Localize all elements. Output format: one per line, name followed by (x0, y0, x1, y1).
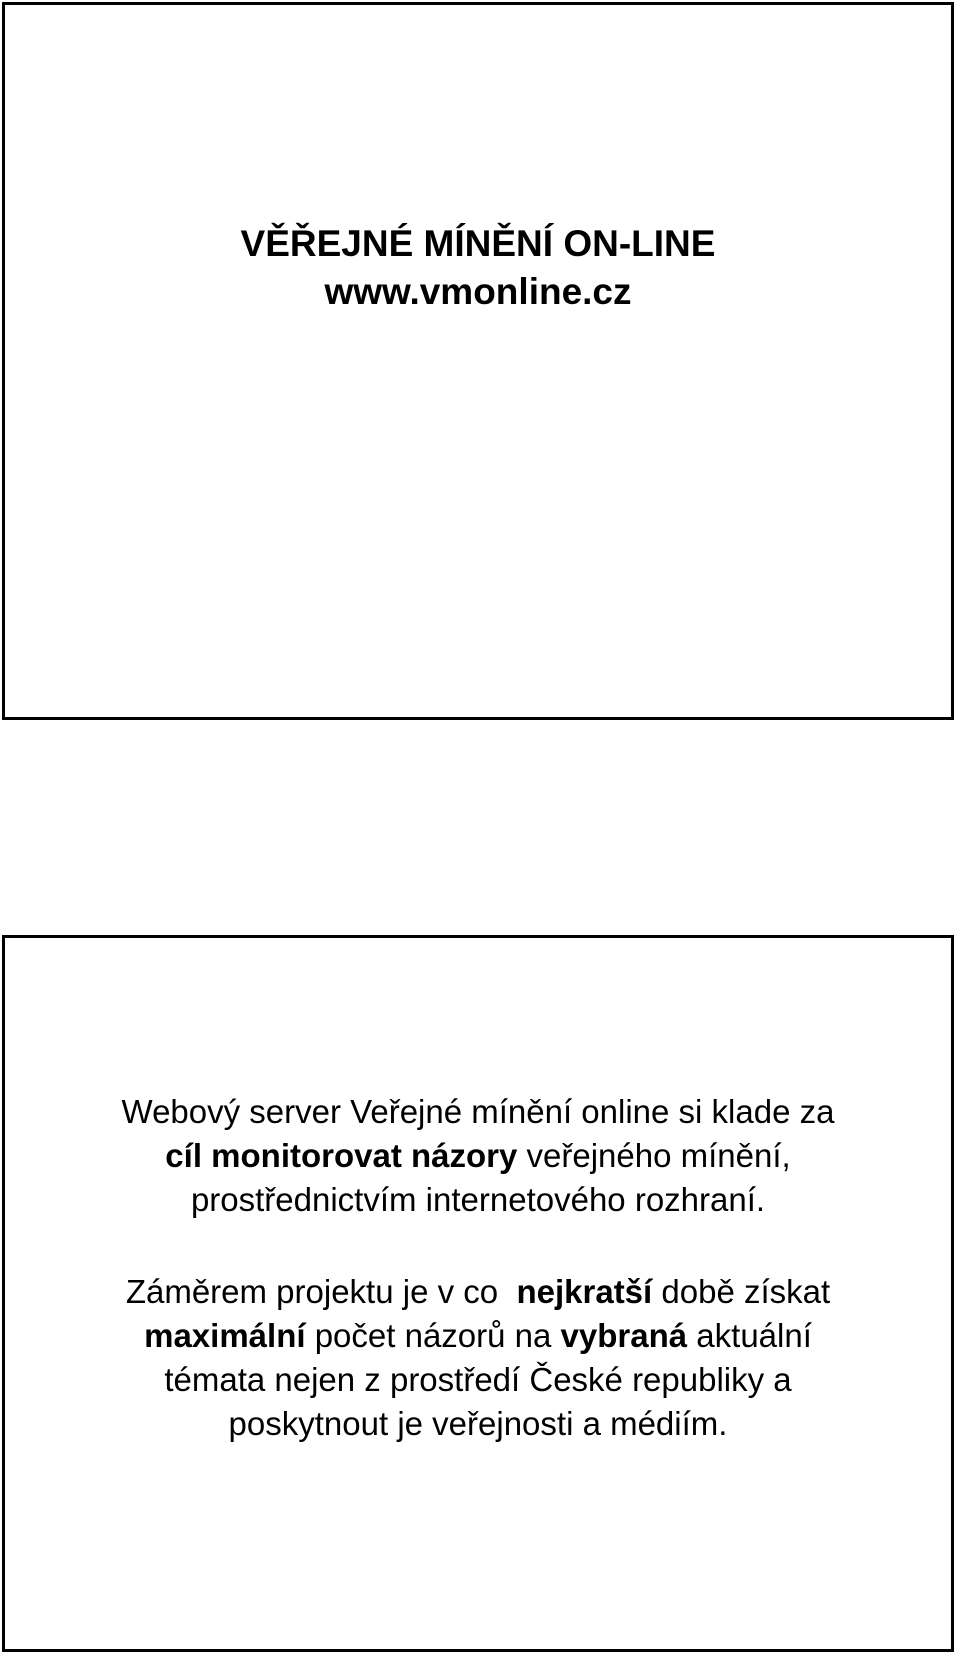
text-span: Záměrem projektu je v co (125, 1273, 517, 1310)
paragraph-line (5, 1314, 951, 1358)
slide-title (2, 2, 954, 720)
paragraph-line (5, 1134, 951, 1178)
text-span: době získat (652, 1273, 831, 1310)
text-span: témata nejen z prostředí České republiky a (164, 1361, 792, 1398)
slide-description (2, 935, 954, 1652)
paragraph-line (5, 1358, 951, 1402)
text-span: aktuální (687, 1317, 812, 1354)
website-url: www.vmonline.cz (324, 271, 632, 312)
text-span: poskytnout je veřejnosti a médiím. (228, 1405, 728, 1442)
text-span: počet názorů na (305, 1317, 561, 1354)
paragraph-line (5, 1090, 951, 1134)
bold-text: maximální (144, 1317, 306, 1354)
slide-title-block (5, 220, 951, 316)
bold-text: vybraná (560, 1317, 688, 1354)
goal-paragraph (5, 1270, 951, 1446)
text-span: Webový server Veřejné mínění online si klade za (121, 1093, 835, 1130)
paragraph-line (5, 1270, 951, 1314)
paragraph-line (5, 1178, 951, 1222)
bold-text: cíl monitorovat názory (165, 1137, 518, 1174)
page-title: VĚŘEJNÉ MÍNĚNÍ ON-LINE (240, 223, 716, 264)
text-span: veřejného mínění, (517, 1137, 791, 1174)
text-span: prostřednictvím internetového rozhraní. (190, 1181, 766, 1218)
paragraph-line (5, 1402, 951, 1446)
description-paragraph (5, 1090, 951, 1222)
bold-text: nejkratší (516, 1273, 653, 1310)
